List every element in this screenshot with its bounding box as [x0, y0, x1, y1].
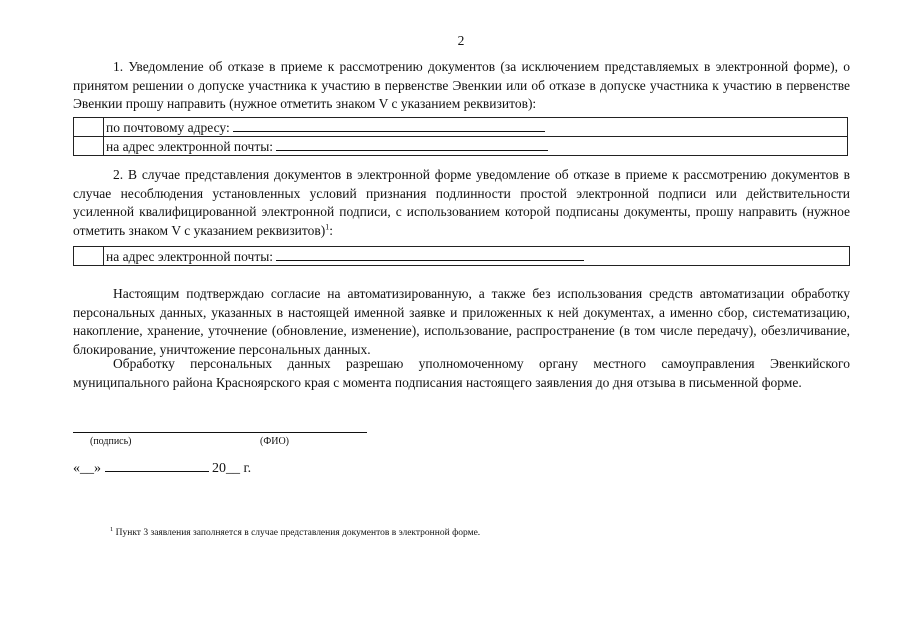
checkbox-email-address[interactable] [74, 137, 104, 156]
footnote-mark: 1 [110, 526, 114, 533]
option-label-email-2 [104, 247, 850, 266]
section2-text [73, 166, 850, 240]
postal-address-label: по почтовому адресу: [106, 119, 230, 135]
signature-caption: (подпись) [90, 436, 132, 447]
section2-tail: : [329, 222, 333, 238]
section2-options-table [73, 246, 850, 266]
footnote-ref: 1 [325, 222, 330, 231]
date-line [73, 458, 251, 477]
postal-address-field[interactable] [233, 119, 545, 132]
checkbox-postal-address[interactable] [74, 118, 104, 137]
email-address-label: на адрес электронной почты: [106, 138, 274, 154]
email-address-label-2: на адрес электронной почты: [106, 248, 274, 264]
consent-paragraph-1: Настоящим подтверждаю согласие на автоматизированную, а также без использования средств автоматизации обработку персональных данных, указанных в настоящей именной заявке и приложенных к ней документах, а именно сбор, систематизацию, накопление, хранение, уточнение (обновление, изменение), использование, распространение (в том числе передачу), обезличивание, блокирование, уничтожение персональных данных. [73, 286, 850, 357]
date-year-suffix: г. [243, 461, 252, 476]
option-label-postal [104, 118, 848, 137]
consent-paragraph-2: Обработку персональных данных разрешаю уполномоченному органу местного самоуправления Эвенкийского муниципального района Красноярского края с момента подписания настоящего заявления до дня отзыва в письменной форме. [73, 356, 850, 390]
section1-options-table [73, 117, 848, 156]
option-email-address-2 [74, 247, 850, 266]
date-day[interactable]: «__» [73, 461, 101, 476]
footnote-text: Пункт 3 заявления заполняется в случае представления документов в электронной форме. [115, 528, 481, 539]
date-month-field[interactable] [105, 458, 209, 472]
name-caption: (ФИО) [260, 436, 290, 447]
checkbox-email-address-2[interactable] [74, 247, 104, 266]
option-email-address [74, 137, 848, 156]
section1-text: 1. Уведомление об отказе в приеме к рассмотрению документов (за исключением представляемых в электронной форме), о принятом решении о допуске участника к участию в первенстве Эвенкии или об отказе в допуске участника к участию в первенстве Эвенкии прошу направить (нужное отметить знаком V с указанием реквизитов): [73, 59, 850, 111]
signature-line[interactable] [73, 432, 367, 433]
date-year[interactable]: 20__ [212, 461, 240, 476]
footnote [110, 526, 480, 538]
option-postal-address [74, 118, 848, 137]
page-number: 2 [457, 33, 465, 48]
section2-body: 2. В случае представления документов в электронной форме уведомление об отказе в приеме к рассмотрению документов в случае несоблюдения установленных условий признания подлинности простой электронной подписи или действительности усиленной квалифицированной электронной подписи, с использованием которой подписаны документы, прошу направить (нужное отметить знаком V с указанием реквизитов) [73, 167, 850, 238]
option-label-email [104, 137, 848, 156]
email-address-field-2[interactable] [276, 248, 584, 261]
email-address-field[interactable] [276, 138, 548, 151]
